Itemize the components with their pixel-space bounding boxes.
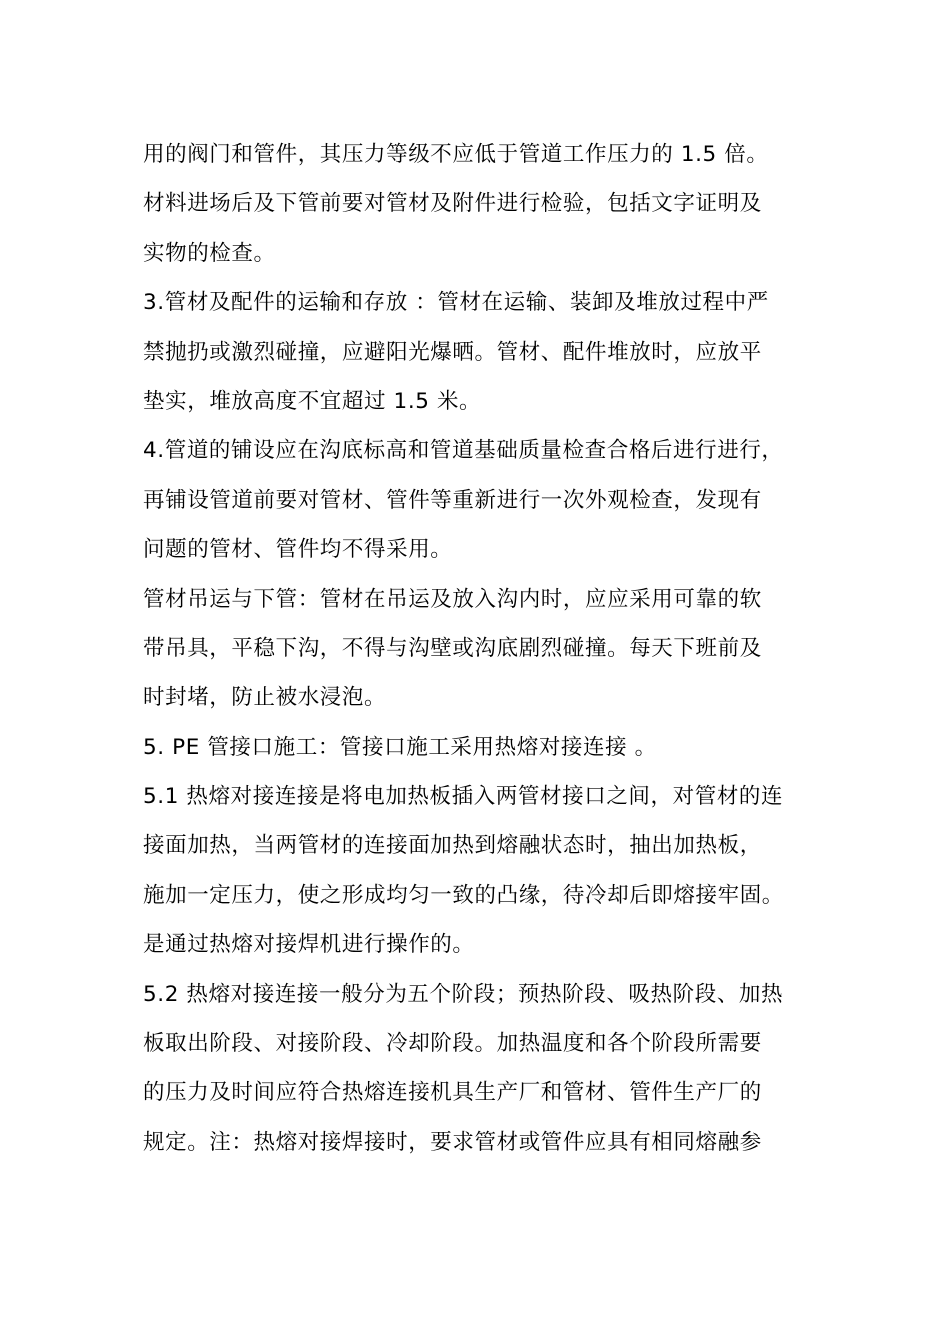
text-line: 禁抛扔或激烈碰撞，应避阳光爆晒。管材、配件堆放时，应放平 <box>143 339 762 365</box>
text-line: 3.管材及配件的运输和存放 ：管材在运输、装卸及堆放过程中严 <box>143 290 769 316</box>
text-line: 材料进场后及下管前要对管材及附件进行检验，包括文字证明及 <box>143 191 762 217</box>
text-line: 规定。注：热熔对接焊接时，要求管材或管件应具有相同熔融参 <box>143 1129 762 1155</box>
text-line: 5.2 热熔对接连接一般分为五个阶段；预热阶段、吸热阶段、加热 <box>143 981 784 1007</box>
text-line: 时封堵，防止被水浸泡。 <box>143 685 387 711</box>
text-line: 垫实，堆放高度不宜超过 1.5 米。 <box>143 388 482 414</box>
text-line: 施加一定压力，使之形成均匀一致的凸缘，待冷却后即熔接牢固。 <box>143 882 784 908</box>
text-line: 管材吊运与下管：管材在吊运及放入沟内时，应应采用可靠的软 <box>143 586 762 612</box>
text-line: 接面加热，当两管材的连接面加热到熔融状态时，抽出加热板， <box>143 833 762 859</box>
text-line: 用的阀门和管件，其压力等级不应低于管道工作压力的 1.5 倍。 <box>143 142 769 167</box>
text-line: 5. PE 管接口施工：管接口施工采用热熔对接连接 。 <box>143 734 657 760</box>
text-line: 是通过热熔对接焊机进行操作的。 <box>143 932 475 958</box>
text-line: 带吊具，平稳下沟，不得与沟壁或沟底剧烈碰撞。每天下班前及 <box>143 635 762 661</box>
text-line: 4.管道的铺设应在沟底标高和管道基础质量检查合格后进行进行， <box>143 438 784 464</box>
text-line: 问题的管材、管件均不得采用。 <box>143 537 453 563</box>
text-line: 的压力及时间应符合热熔连接机具生产厂和管材、管件生产厂的 <box>143 1080 762 1106</box>
text-line: 5.1 热熔对接连接是将电加热板插入两管材接口之间，对管材的连 <box>143 784 784 810</box>
text-line: 板取出阶段、对接阶段、冷却阶段。加热温度和各个阶段所需要 <box>143 1031 762 1057</box>
text-line: 再铺设管道前要对管材、管件等重新进行一次外观检查，发现有 <box>143 487 762 513</box>
document-body <box>143 130 823 1167</box>
text-line: 实物的检查。 <box>143 240 276 266</box>
